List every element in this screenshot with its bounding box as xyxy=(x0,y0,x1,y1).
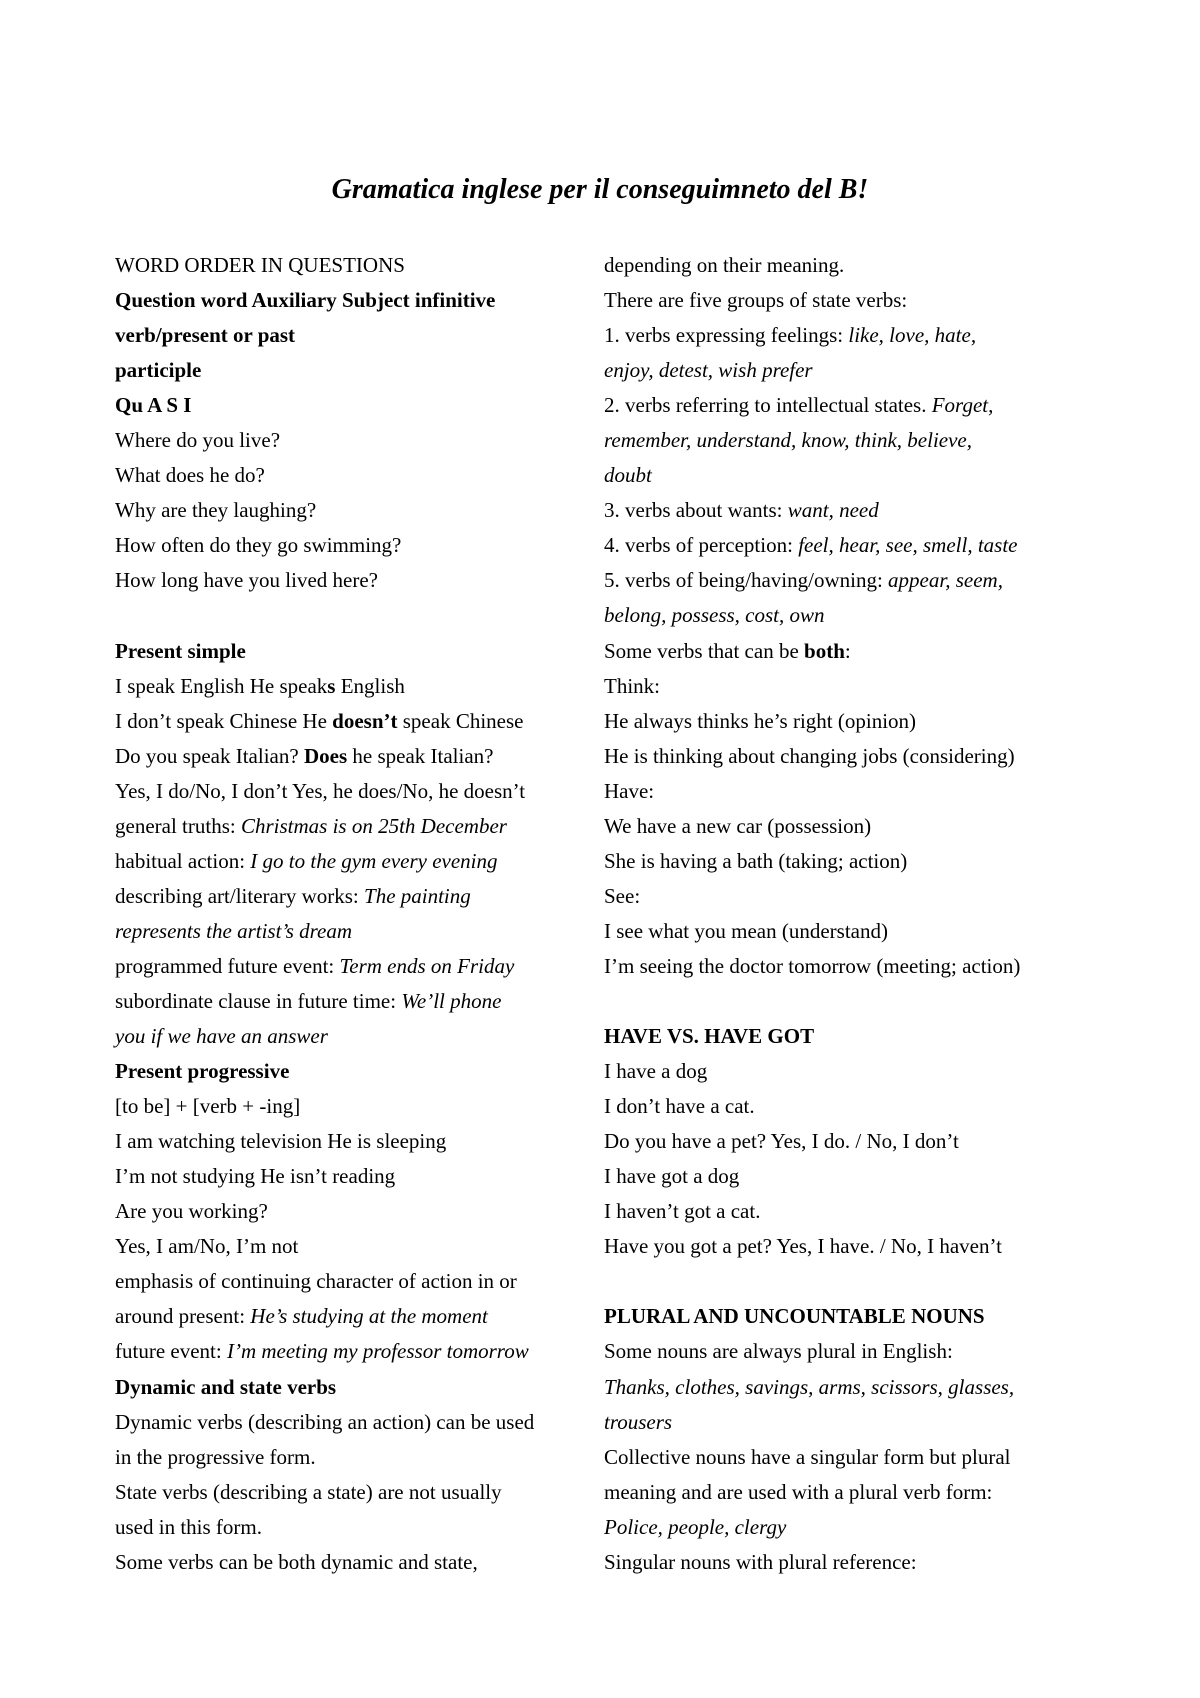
left-column-line xyxy=(115,1510,601,1545)
left-column-line xyxy=(115,949,601,984)
left-column-line xyxy=(115,353,601,388)
left-column-line xyxy=(115,634,601,669)
left-column-line xyxy=(115,283,601,318)
right-column-text-segment: I don’t have a cat. xyxy=(604,1094,755,1119)
right-column-line xyxy=(604,458,1104,493)
right-column-line xyxy=(604,318,1104,353)
left-column-text-segment: Yes, I am/No, I’m not xyxy=(115,1234,299,1259)
right-column-line xyxy=(604,739,1104,774)
left-column-line xyxy=(115,1370,601,1405)
left-column-text-segment: Question word Auxiliary Subject infinitive xyxy=(115,288,496,313)
left-column-text-segment: habitual action: xyxy=(115,848,251,873)
left-column-line xyxy=(115,669,601,704)
right-column-text-segment: Some nouns are always plural in English: xyxy=(604,1339,953,1364)
right-column-line xyxy=(604,528,1104,563)
right-column-text-segment: remember, understand, know, think, believe, xyxy=(604,428,972,453)
right-column-text-segment: Forget, xyxy=(931,393,994,418)
left-column-line xyxy=(115,1545,601,1580)
left-column-text-segment: in the progressive form. xyxy=(115,1444,316,1469)
right-column-text-segment: Some verbs that can be xyxy=(604,638,805,663)
right-column-line xyxy=(604,1440,1104,1475)
left-column-text-segment: represents the artist’s dream xyxy=(115,918,353,943)
left-column-text-segment: Where do you live? xyxy=(115,428,281,453)
right-column-text-segment: I have got a dog xyxy=(604,1164,740,1189)
left-column-line xyxy=(115,388,601,423)
left-column-line xyxy=(115,914,601,949)
right-column-line xyxy=(604,844,1104,879)
left-column-line xyxy=(115,774,601,809)
left-column-text-segment: I speak English He speak xyxy=(115,673,328,698)
left-column-text-segment: speak Chinese xyxy=(397,708,524,733)
left-column-text-segment: Christmas is on 25th December xyxy=(240,813,507,838)
left-column-text-segment: How long have you lived here? xyxy=(115,568,379,593)
right-column-text-segment: I’m seeing the doctor tomorrow (meeting; action) xyxy=(604,953,1021,978)
right-column-text-segment: appear, seem, xyxy=(888,568,1003,593)
right-column-line xyxy=(604,1405,1104,1440)
right-column-line xyxy=(604,353,1104,388)
left-column-text-segment: Why are they laughing? xyxy=(115,498,317,523)
left-column-text-segment: emphasis of continuing character of action in or xyxy=(115,1269,517,1294)
left-column-line xyxy=(115,1054,601,1089)
right-column-line xyxy=(604,879,1104,914)
left-column-line xyxy=(115,318,601,353)
right-column-line xyxy=(604,388,1104,423)
left-column-text-segment: How often do they go swimming? xyxy=(115,533,402,558)
right-column-text-segment: Singular nouns with plural reference: xyxy=(604,1549,917,1574)
right-column-line xyxy=(604,669,1104,704)
left-column-text-segment: describing art/literary works: xyxy=(115,883,365,908)
right-column-text-segment: both xyxy=(804,638,845,663)
left-column-text-segment: I’m not studying He isn’t reading xyxy=(115,1164,396,1189)
right-column-text-segment: doubt xyxy=(604,463,652,488)
right-column-text-segment: PLURAL AND UNCOUNTABLE NOUNS xyxy=(604,1304,985,1329)
right-column-text-segment: like, love, hate, xyxy=(848,323,977,348)
right-column-line xyxy=(604,493,1104,528)
left-column-text-segment: Present progressive xyxy=(115,1059,290,1084)
right-column-text-segment: See: xyxy=(604,883,641,908)
right-column-text-segment: 4. verbs of perception: xyxy=(604,533,799,558)
right-column-text-segment: Thanks, clothes, savings, arms, scissors, glasses, xyxy=(604,1374,1015,1399)
right-column-line xyxy=(604,1299,1104,1334)
left-column-text-segment: State verbs (describing a state) are not usually xyxy=(115,1479,502,1504)
left-column-text-segment: What does he do? xyxy=(115,463,265,488)
right-column-text-segment: He is thinking about changing jobs (considering) xyxy=(604,743,1015,768)
left-column-text-segment: English xyxy=(335,673,405,698)
left-column-text-segment: I go to the gym every evening xyxy=(250,848,498,873)
right-column-text-segment: There are five groups of state verbs: xyxy=(604,288,908,313)
left-column-line xyxy=(115,598,601,633)
left-column-text-segment: you if we have an answer xyxy=(115,1024,328,1049)
left-column-line xyxy=(115,1334,601,1369)
right-column-line xyxy=(604,634,1104,669)
left-column-line xyxy=(115,739,601,774)
right-column-text-segment: trousers xyxy=(604,1409,673,1434)
right-column-line xyxy=(604,809,1104,844)
left-column-text-segment: future event: xyxy=(115,1339,227,1364)
left-column-text-segment: he speak Italian? xyxy=(347,743,494,768)
right-column-line xyxy=(604,1194,1104,1229)
left-column-text-segment: Present simple xyxy=(115,638,246,663)
right-column-text-segment: Have: xyxy=(604,778,655,803)
right-column-line xyxy=(604,1264,1104,1299)
right-column-text-segment: meaning and are used with a plural verb form: xyxy=(604,1479,993,1504)
left-column-text-segment: Dynamic verbs (describing an action) can be used xyxy=(115,1409,535,1434)
right-column-text-segment: Think: xyxy=(604,673,660,698)
left-column-line xyxy=(115,1089,601,1124)
left-column-line xyxy=(115,879,601,914)
right-column-line xyxy=(604,423,1104,458)
left-column-text-segment: Dynamic and state verbs xyxy=(115,1374,337,1399)
right-column-text-segment: I haven’t got a cat. xyxy=(604,1199,761,1224)
left-column-line xyxy=(115,1264,601,1299)
right-column-text-segment: : xyxy=(844,638,851,663)
left-column-text-segment: He’s studying at the moment xyxy=(250,1304,488,1329)
right-column-line xyxy=(604,598,1104,633)
left-column-text-segment: I’m meeting my professor tomorrow xyxy=(226,1339,529,1364)
right-column-text-segment: I have a dog xyxy=(604,1059,708,1084)
left-column-line xyxy=(115,1440,601,1475)
right-column-line xyxy=(604,1089,1104,1124)
right-column-line xyxy=(604,1229,1104,1264)
right-column-text-segment: HAVE VS. HAVE GOT xyxy=(604,1024,815,1049)
right-column-text-segment: We have a new car (possession) xyxy=(604,813,872,838)
right-column-text-segment: 1. verbs expressing feelings: xyxy=(604,323,849,348)
right-column-text-segment: Police, people, clergy xyxy=(604,1514,787,1539)
left-column-line xyxy=(115,1019,601,1054)
right-column-line xyxy=(604,914,1104,949)
document-title: Gramatica inglese per il conseguimneto del B! xyxy=(331,174,869,205)
left-column-text-segment: The painting xyxy=(364,883,471,908)
left-column-line xyxy=(115,1299,601,1334)
left-column-text-segment: WORD ORDER IN QUESTIONS xyxy=(115,253,405,277)
right-column-line xyxy=(604,1545,1104,1580)
right-column-text-segment: enjoy, detest, wish prefer xyxy=(604,358,813,383)
left-column xyxy=(115,248,601,1580)
right-column-text-segment: 3. verbs about wants: xyxy=(604,498,788,523)
left-column-text-segment: participle xyxy=(115,358,202,383)
left-column-text-segment: s xyxy=(327,673,336,698)
right-column-line xyxy=(604,1475,1104,1510)
left-column-text-segment: around present: xyxy=(115,1304,251,1329)
left-column-text-segment: We’ll phone xyxy=(401,988,502,1013)
right-column-line xyxy=(604,1159,1104,1194)
right-column-text-segment: depending on their meaning. xyxy=(604,253,845,277)
right-column-line xyxy=(604,984,1104,1019)
left-column-text-segment: Term ends on Friday xyxy=(339,953,515,978)
left-column-text-segment: programmed future event: xyxy=(115,953,340,978)
left-column-line xyxy=(115,528,601,563)
left-column-line xyxy=(115,809,601,844)
right-column-text-segment: Collective nouns have a singular form but plural xyxy=(604,1444,1011,1469)
right-column xyxy=(604,248,1104,1580)
left-column-line xyxy=(115,1405,601,1440)
left-column-line xyxy=(115,704,601,739)
right-column-text-segment: I see what you mean (understand) xyxy=(604,918,888,943)
right-column-line xyxy=(604,949,1104,984)
left-column-text-segment: I am watching television He is sleeping xyxy=(115,1129,447,1154)
left-column-text-segment: verb/present or past xyxy=(115,323,296,348)
right-column-text-segment: 2. verbs referring to intellectual states. xyxy=(604,393,932,418)
left-column-text-segment: general truths: xyxy=(115,813,241,838)
right-column-line xyxy=(604,1370,1104,1405)
right-column-line xyxy=(604,248,1104,283)
left-column-text-segment: subordinate clause in future time: xyxy=(115,988,402,1013)
left-column-line xyxy=(115,248,601,283)
left-column-text-segment: Do you speak Italian? xyxy=(115,743,304,768)
left-column-line xyxy=(115,984,601,1019)
right-column-text-segment: belong, possess, cost, own xyxy=(604,603,825,628)
right-column-line xyxy=(604,1019,1104,1054)
left-column-line xyxy=(115,1124,601,1159)
right-column-text-segment: Have you got a pet? Yes, I have. / No, I haven’t xyxy=(604,1234,1002,1259)
left-column-line xyxy=(115,1475,601,1510)
left-column-line xyxy=(115,1159,601,1194)
left-column-line xyxy=(115,563,601,598)
right-column-line xyxy=(604,774,1104,809)
right-column-line xyxy=(604,1510,1104,1545)
right-column-text-segment: feel, hear, see, smell, taste xyxy=(798,533,1018,558)
left-column-text-segment: Qu A S I xyxy=(115,393,192,418)
right-column-text-segment: Do you have a pet? Yes, I do. / No, I don’t xyxy=(604,1129,959,1154)
left-column-text-segment: Some verbs can be both dynamic and state, xyxy=(115,1549,478,1574)
left-column-text-segment: Yes, I do/No, I don’t Yes, he does/No, he doesn’t xyxy=(115,778,526,803)
right-column-line xyxy=(604,563,1104,598)
right-column-line xyxy=(604,283,1104,318)
left-column-text-segment: used in this form. xyxy=(115,1514,262,1539)
left-column-line xyxy=(115,1229,601,1264)
left-column-text-segment: Are you working? xyxy=(115,1199,268,1224)
left-column-text-segment: doesn’t xyxy=(332,708,398,733)
left-column-line xyxy=(115,493,601,528)
left-column-text-segment: Does xyxy=(303,743,348,768)
left-column-text-segment: I don’t speak Chinese He xyxy=(115,708,333,733)
left-column-line xyxy=(115,1194,601,1229)
left-column-line xyxy=(115,458,601,493)
left-column-line xyxy=(115,844,601,879)
right-column-line xyxy=(604,1334,1104,1369)
right-column-text-segment: She is having a bath (taking; action) xyxy=(604,848,908,873)
right-column-text-segment: He always thinks he’s right (opinion) xyxy=(604,708,917,733)
right-column-text-segment: 5. verbs of being/having/owning: xyxy=(604,568,889,593)
right-column-line xyxy=(604,1054,1104,1089)
left-column-line xyxy=(115,423,601,458)
right-column-line xyxy=(604,704,1104,739)
right-column-text-segment: want, need xyxy=(787,498,879,523)
left-column-text-segment: [to be] + [verb + -ing] xyxy=(115,1094,301,1119)
right-column-line xyxy=(604,1124,1104,1159)
